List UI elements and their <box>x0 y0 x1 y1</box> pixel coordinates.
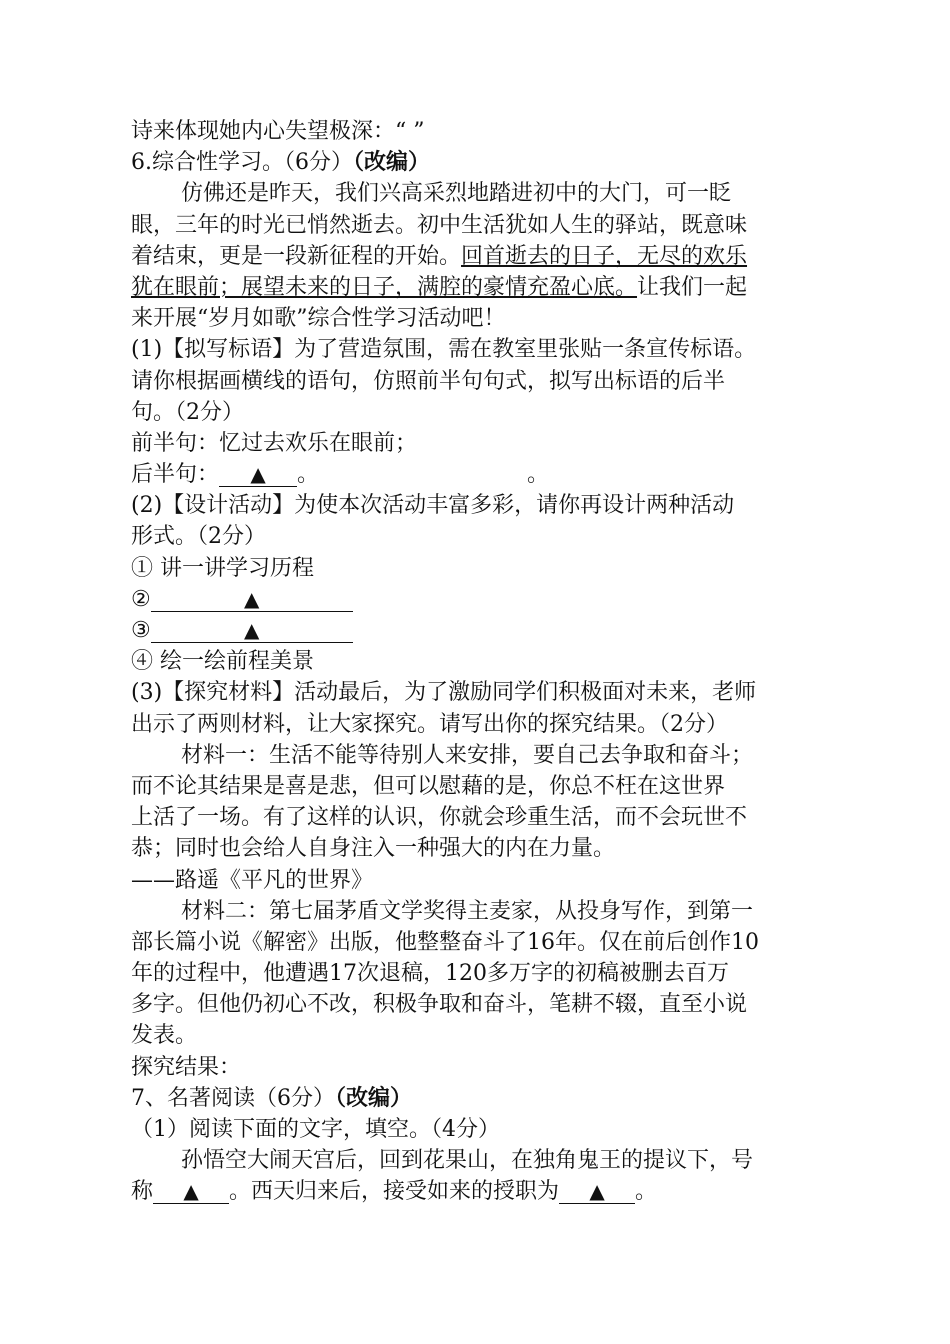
triangle-icon: ▲ <box>250 462 266 487</box>
question-7-title: 7、名著阅读（6分）（改编） <box>131 1084 413 1111</box>
question-6-title: 6.综合性学习。（6分）（改编） <box>131 149 431 176</box>
material-one-line: 而不论其结果是喜是悲，但可以慰藉的是，你总不枉在这世界 <box>131 773 726 799</box>
answer-blank[interactable] <box>219 460 297 487</box>
part-2-prompt: (2)【设计活动】为使本次活动丰富多彩，请你再设计两种活动 <box>131 493 735 519</box>
triangle-icon: ▲ <box>244 586 260 611</box>
text-line: 诗来体现她内心失望极深：“ ” <box>131 119 425 144</box>
intro-line: 眼，三年的时光已悄然逝去。初中生活犹如人生的驿站，既意味 <box>131 212 748 238</box>
material-one-line: 材料一：生活不能等待别人来安排，要自己去争取和奋斗； <box>181 742 754 768</box>
part-2-prompt: 形式。（2分） <box>131 524 266 550</box>
result-label: 探究结果： <box>131 1054 242 1080</box>
material-one-line: 恭；同时也会给人自身注入一种强大的内在力量。 <box>131 836 616 862</box>
material-two-line: 部长篇小说《解密》出版，他整整奋斗了16年。仅在前后创作10 <box>131 929 759 955</box>
adapted-tag: （改编） <box>353 149 431 176</box>
question-7-passage: 孙悟空大闹天宫后，回到花果山，在独角鬼王的提议下，号 <box>181 1148 754 1174</box>
material-one-line: 上活了一场。有了这样的认识，你就会珍重生活，而不会玩世不 <box>131 805 748 831</box>
answer-blank[interactable] <box>151 585 353 612</box>
front-half-sentence: 前半句：忆过去欢乐在眼前； <box>131 430 418 456</box>
intro-line: 来开展“岁月如歌”综合性学习活动吧！ <box>131 306 506 332</box>
question-7-part-1: （1）阅读下面的文字，填空。（4分） <box>131 1117 500 1142</box>
document-page <box>131 116 826 1208</box>
question-7-passage: 称 ▲ 。西天归来后，接受如来的授职为 ▲ 。 <box>131 1179 658 1205</box>
part-1-prompt: 句。（2分） <box>131 399 244 425</box>
adapted-tag: （改编） <box>335 1084 413 1111</box>
part-1-prompt: 请你根据画横线的语句，仿照前半句句式，拟写出标语的后半 <box>131 368 726 394</box>
answer-blank[interactable] <box>151 616 353 643</box>
material-two-line: 发表。 <box>131 1023 198 1049</box>
activity-item: ③ ▲ <box>131 615 826 646</box>
material-one-source: ——路遥《平凡的世界》 <box>131 867 374 893</box>
triangle-icon: ▲ <box>589 1179 605 1204</box>
activity-item: ② ▲ <box>131 584 826 615</box>
activity-item: ① 讲一讲学习历程 <box>131 555 314 581</box>
underlined-sentence: 回首逝去的日子，无尽的欢乐 <box>461 243 748 269</box>
back-half-sentence: 后半句： ▲ 。 。 <box>131 462 550 488</box>
triangle-icon: ▲ <box>244 618 260 642</box>
intro-line: 着结束，更是一段新征程的开始。回首逝去的日子，无尽的欢乐 <box>131 243 748 269</box>
intro-line: 犹在眼前；展望未来的日子，满腔的豪情充盈心底。让我们一起 <box>131 274 748 300</box>
material-two-line: 多字。但他仍初心不改，积极争取和奋斗，笔耕不辍，直至小说 <box>131 992 748 1018</box>
triangle-icon: ▲ <box>183 1179 199 1204</box>
answer-blank[interactable] <box>559 1177 635 1204</box>
part-3-prompt: (3)【探究材料】活动最后，为了激励同学们积极面对未来，老师 <box>131 680 757 706</box>
material-two-line: 材料二：第七届茅盾文学奖得主麦家，从投身写作，到第一 <box>181 898 754 924</box>
part-1-prompt: (1)【拟写标语】为了营造氛围，需在教室里张贴一条宣传标语。 <box>131 337 757 363</box>
intro-line: 仿佛还是昨天，我们兴高采烈地踏进初中的大门，可一眨 <box>181 181 732 207</box>
part-3-prompt: 出示了两则材料，让大家探究。请写出你的探究结果。（2分） <box>131 711 728 737</box>
activity-item: ④ 绘一绘前程美景 <box>131 649 314 675</box>
underlined-sentence: 犹在眼前；展望未来的日子，满腔的豪情充盈心底。 <box>131 274 638 300</box>
answer-blank[interactable] <box>153 1177 229 1204</box>
material-two-line: 年的过程中，他遭遇17次退稿，120多万字的初稿被删去百万 <box>131 961 729 987</box>
